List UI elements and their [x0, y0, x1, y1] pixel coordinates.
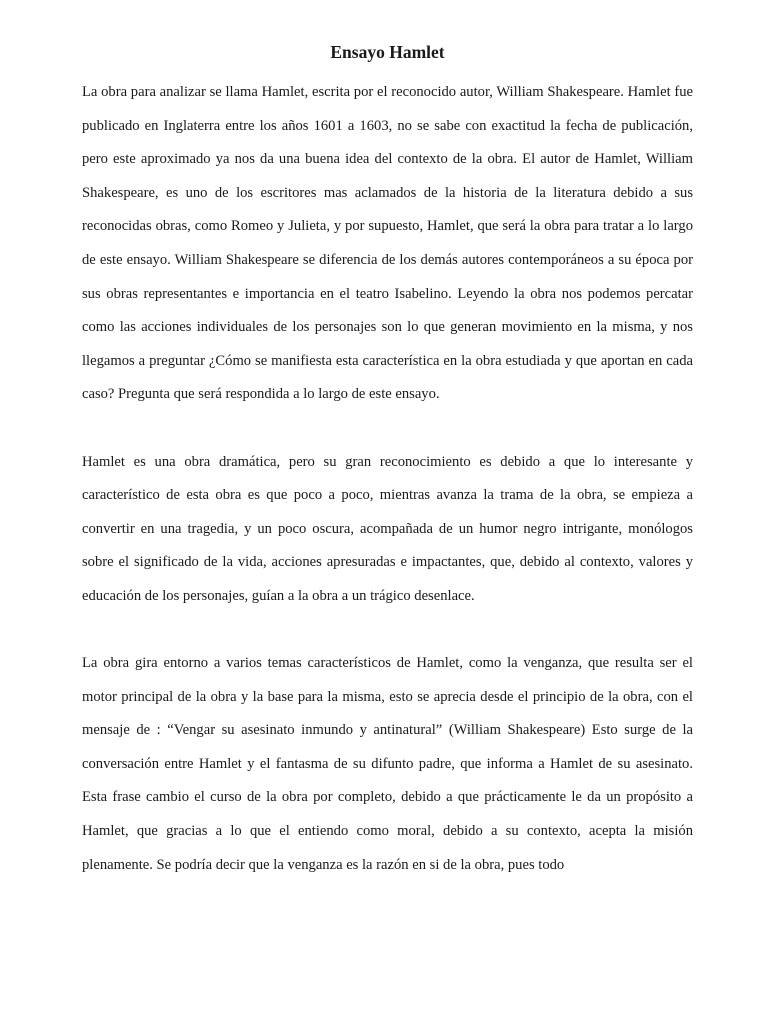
paragraph-drama: Hamlet es una obra dramática, pero su gran reconocimiento es debido a que lo interesante y característico de esta obra es que poco a poco, mientras avanza la trama de la obra, se empieza a convertir en una tragedia, y un poco oscura, acompañada de un humor negro intrigante, monólogos sobre el significado de la vida, acciones apresuradas e impactantes, que, debido al contexto, valores y educación de los personajes, guían a la obra a un trágico desenlace. — [82, 453, 693, 604]
paragraph-themes: La obra gira entorno a varios temas característicos de Hamlet, como la venganza, que resulta ser el motor principal de la obra y la base para la misma, esto se aprecia desde el principio de la obra, con el mensaje de : “Vengar su asesinato inmundo y antinatural” (William Shakespeare) Esto surge de la conversación entre Hamlet y el fantasma de su difunto padre, que informa a Hamlet de su asesinato. Esta frase cambio el curso de la obra por completo, debido a que prácticamente le da un propósito a Hamlet, que gracias a lo que el entiendo como moral, debido a su contexto, acepta la misión plenamente. Se podría decir que la venganza es la razón en si de la obra, pues todo — [82, 655, 693, 873]
paragraph-intro: La obra para analizar se llama Hamlet, escrita por el reconocido autor, William Shakespeare. Hamlet fue publicado en Inglaterra entre los años 1601 a 1603, no se sabe con exactitud la fecha de publicación, pero este aproximado ya nos da una buena idea del contexto de la obra. El autor de Hamlet, William Shakespeare, es uno de los escritores mas aclamados de la historia de la literatura debido a sus reconocidas obras, como Romeo y Julieta, y por supuesto, Hamlet, que será la obra para tratar a lo largo de este ensayo. William Shakespeare se diferencia de los demás autores contemporáneos a su época por sus obras representantes e importancia en el teatro Isabelino. Leyendo la obra nos podemos percatar como las acciones individuales de los personajes son lo que generan movimiento en la misma, y nos llegamos a preguntar ¿Cómo se manifiesta esta característica en la obra estudiada y que aportan en cada caso? Pregunta que será respondida a lo largo de este ensayo. — [82, 84, 693, 403]
document-title: Ensayo Hamlet — [330, 42, 445, 62]
document-page — [82, 40, 693, 916]
